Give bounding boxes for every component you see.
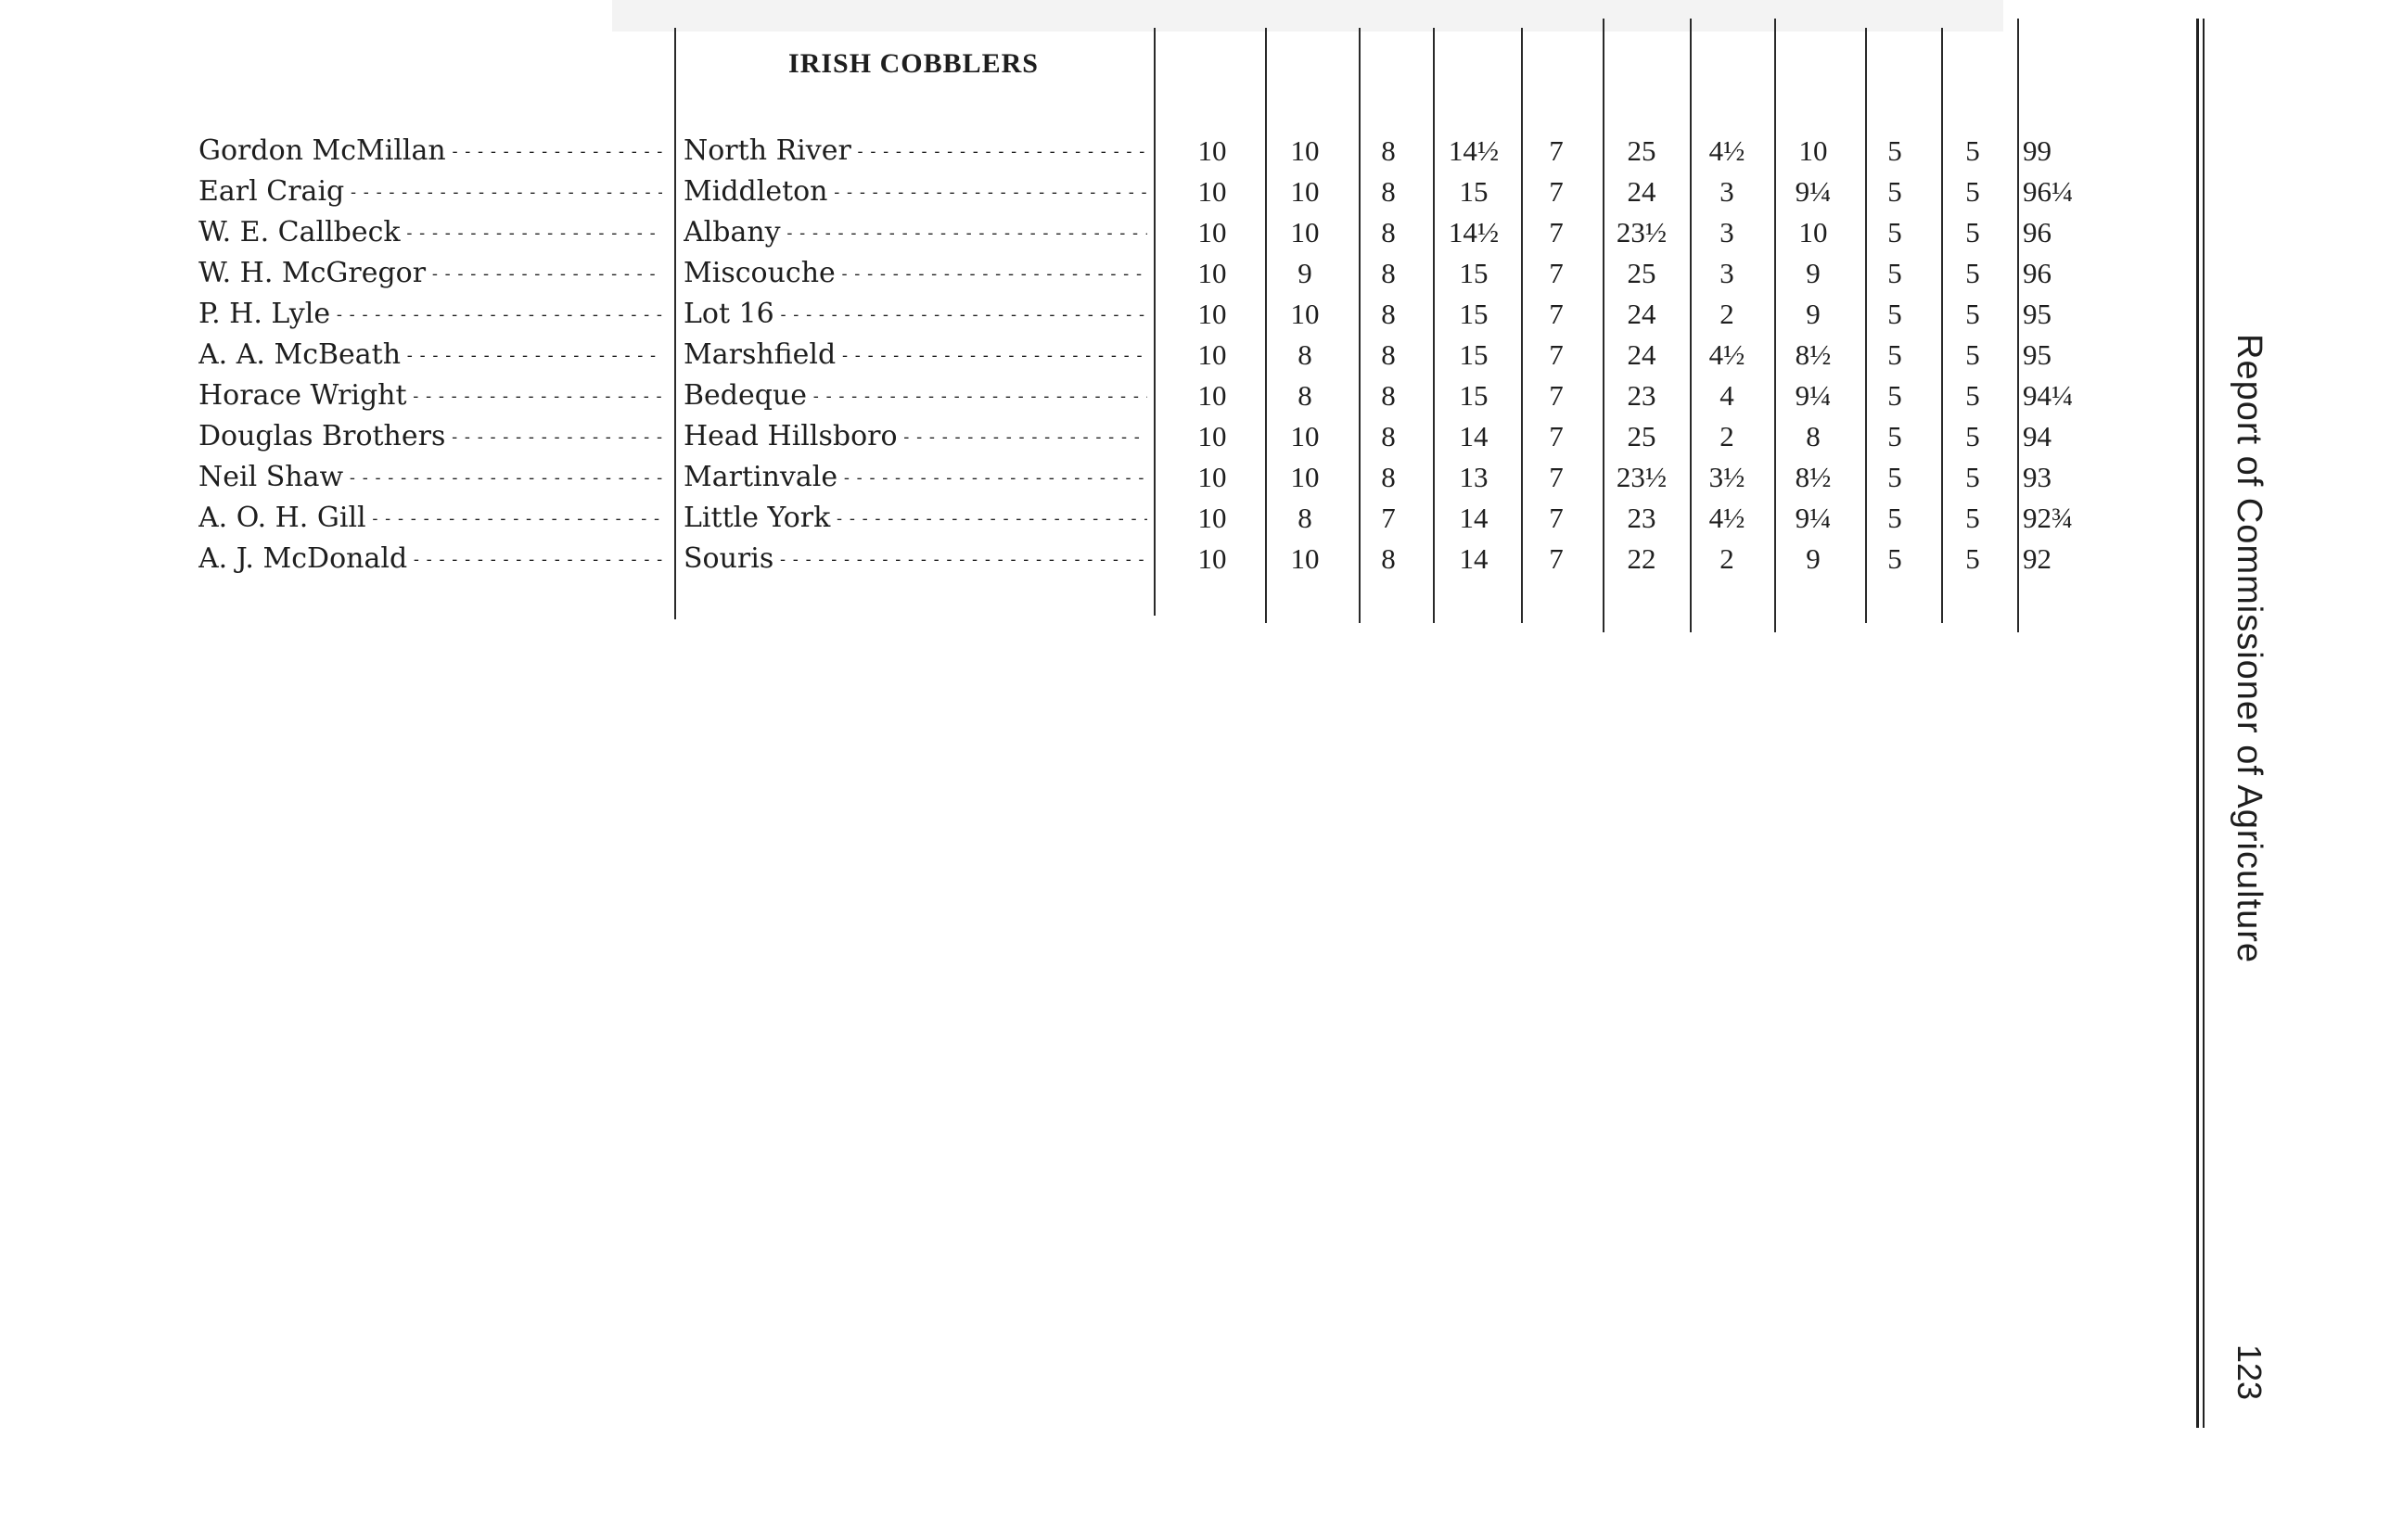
score-cell: 10 [1197, 175, 1227, 208]
score-cell: 7 [1549, 175, 1564, 208]
total-score: 92 [2023, 542, 2051, 575]
score-cell: 10 [1290, 175, 1320, 208]
score-cell: 10 [1197, 298, 1227, 330]
score-cell: 7 [1549, 338, 1564, 371]
grower-name: A. O. H. Gill - - - [198, 500, 662, 538]
score-cell: 5 [1887, 420, 1902, 452]
grower-name: W. H. McGregor - - - [198, 255, 662, 293]
score-cell: 8 [1381, 257, 1396, 289]
score-cell: 7 [1549, 216, 1564, 248]
score-cell: 8½ [1795, 461, 1832, 493]
score-cell: 14 [1459, 420, 1489, 452]
score-cell: 5 [1965, 257, 1980, 289]
score-cell: 23 [1627, 379, 1656, 412]
grower-location: Albany - - - [684, 214, 1147, 252]
grower-location: Miscouche - - - [684, 255, 1147, 293]
total-score: 99 [2023, 134, 2051, 167]
score-cell: 8½ [1795, 338, 1832, 371]
score-cell: 5 [1965, 338, 1980, 371]
score-cell: 4 [1719, 379, 1734, 412]
grower-name: Douglas Brothers - - - [198, 418, 662, 456]
score-cell: 5 [1887, 298, 1902, 330]
margin-rule-thick [2196, 19, 2199, 1428]
score-cell: 7 [1549, 461, 1564, 493]
score-cell: 4½ [1708, 338, 1745, 371]
page-number: 123 [2230, 1343, 2269, 1401]
table-row [0, 377, 2133, 414]
score-cell: 10 [1798, 216, 1828, 248]
score-cell: 14 [1459, 502, 1489, 534]
score-cell: 14½ [1448, 134, 1500, 167]
score-cell: 7 [1549, 502, 1564, 534]
score-cell: 22 [1627, 542, 1656, 575]
score-cell: 5 [1965, 175, 1980, 208]
running-title: Report of Commissioner of Agriculture [2230, 334, 2269, 964]
score-cell: 3 [1719, 175, 1734, 208]
score-cell: 5 [1887, 175, 1902, 208]
score-cell: 5 [1965, 379, 1980, 412]
score-cell: 15 [1459, 175, 1489, 208]
score-cell: 10 [1290, 134, 1320, 167]
score-cell: 4½ [1708, 134, 1745, 167]
score-cell: 5 [1887, 257, 1902, 289]
total-score: 95 [2023, 298, 2051, 330]
table-row [0, 459, 2133, 496]
grower-location: Bedeque - - - [684, 377, 1147, 415]
score-cell: 3 [1719, 257, 1734, 289]
score-cell: 4½ [1708, 502, 1745, 534]
score-cell: 7 [1549, 298, 1564, 330]
grower-location: Marshfield - - - [684, 337, 1147, 375]
score-cell: 10 [1290, 542, 1320, 575]
grower-name: Horace Wright - - - [198, 377, 662, 415]
score-cell: 2 [1719, 298, 1734, 330]
grower-location: Martinvale - - - [684, 459, 1147, 497]
score-cell: 23½ [1616, 216, 1668, 248]
grower-name: P. H. Lyle - - - [198, 296, 662, 334]
score-cell: 23 [1627, 502, 1656, 534]
total-score: 93 [2023, 461, 2051, 493]
score-cell: 24 [1627, 338, 1656, 371]
table-row [0, 541, 2133, 578]
score-cell: 7 [1549, 257, 1564, 289]
grower-location: North River - - - [684, 133, 1147, 171]
score-cell: 8 [1381, 542, 1396, 575]
score-cell: 8 [1381, 175, 1396, 208]
score-cell: 5 [1887, 379, 1902, 412]
table-row [0, 296, 2133, 333]
score-cell: 5 [1887, 134, 1902, 167]
score-cell: 5 [1887, 502, 1902, 534]
score-cell: 14 [1459, 542, 1489, 575]
score-cell: 8 [1297, 502, 1312, 534]
table-row [0, 173, 2133, 210]
table-row [0, 500, 2133, 537]
score-cell: 10 [1290, 298, 1320, 330]
score-cell: 8 [1297, 338, 1312, 371]
grower-location: Middleton - - - [684, 173, 1147, 211]
score-cell: 15 [1459, 379, 1489, 412]
score-cell: 24 [1627, 175, 1656, 208]
grower-location: Souris - - - [684, 541, 1147, 579]
score-cell: 8 [1381, 338, 1396, 371]
score-cell: 5 [1965, 502, 1980, 534]
score-cell: 5 [1887, 461, 1902, 493]
score-cell: 10 [1798, 134, 1828, 167]
score-cell: 5 [1887, 338, 1902, 371]
score-cell: 9 [1297, 257, 1312, 289]
total-score: 92¾ [2023, 502, 2074, 534]
total-score: 96¼ [2023, 175, 2074, 208]
total-score: 94 [2023, 420, 2051, 452]
score-cell: 9 [1806, 257, 1821, 289]
score-cell: 3 [1719, 216, 1734, 248]
grower-name: Neil Shaw - - - [198, 459, 662, 497]
score-cell: 10 [1197, 542, 1227, 575]
score-cell: 25 [1627, 420, 1656, 452]
grower-name: A. J. McDonald - - - [198, 541, 662, 579]
score-cell: 5 [1887, 542, 1902, 575]
score-cell: 5 [1965, 542, 1980, 575]
score-cell: 7 [1549, 379, 1564, 412]
total-score: 95 [2023, 338, 2051, 371]
page-top-shading [612, 0, 2003, 32]
score-cell: 8 [1381, 420, 1396, 452]
score-cell: 8 [1381, 134, 1396, 167]
score-cell: 10 [1197, 257, 1227, 289]
score-cell: 25 [1627, 257, 1656, 289]
score-cell: 10 [1197, 502, 1227, 534]
score-cell: 8 [1381, 216, 1396, 248]
grower-location: Little York - - - [684, 500, 1147, 538]
total-score: 94¼ [2023, 379, 2074, 412]
total-score: 96 [2023, 216, 2051, 248]
score-cell: 9 [1806, 542, 1821, 575]
margin-rule-thin [2203, 19, 2205, 1428]
score-cell: 23½ [1616, 461, 1668, 493]
score-cell: 15 [1459, 338, 1489, 371]
score-cell: 9¼ [1795, 175, 1832, 208]
score-cell: 5 [1965, 134, 1980, 167]
score-cell: 7 [1549, 542, 1564, 575]
score-cell: 2 [1719, 420, 1734, 452]
score-cell: 15 [1459, 298, 1489, 330]
score-cell: 8 [1806, 420, 1821, 452]
score-cell: 10 [1197, 461, 1227, 493]
score-cell: 9 [1806, 298, 1821, 330]
score-cell: 10 [1290, 216, 1320, 248]
table-row [0, 255, 2133, 292]
score-cell: 25 [1627, 134, 1656, 167]
score-cell: 9¼ [1795, 502, 1832, 534]
table-row [0, 214, 2133, 251]
score-cell: 5 [1965, 461, 1980, 493]
grower-name: W. E. Callbeck - - - [198, 214, 662, 252]
score-cell: 8 [1381, 379, 1396, 412]
score-cell: 5 [1965, 298, 1980, 330]
score-cell: 2 [1719, 542, 1734, 575]
score-cell: 10 [1197, 379, 1227, 412]
grower-location: Head Hillsboro - - - [684, 418, 1147, 456]
score-cell: 10 [1197, 420, 1227, 452]
score-cell: 7 [1381, 502, 1396, 534]
score-cell: 13 [1459, 461, 1489, 493]
total-score: 96 [2023, 257, 2051, 289]
score-cell: 5 [1965, 216, 1980, 248]
score-cell: 10 [1290, 420, 1320, 452]
table-heading: IRISH COBBLERS [788, 48, 1039, 79]
score-cell: 9¼ [1795, 379, 1832, 412]
score-cell: 10 [1197, 338, 1227, 371]
score-cell: 8 [1381, 461, 1396, 493]
score-cell: 10 [1290, 461, 1320, 493]
grower-location: Lot 16 - - - [684, 296, 1147, 334]
table-row [0, 133, 2133, 170]
score-cell: 8 [1381, 298, 1396, 330]
score-cell: 7 [1549, 420, 1564, 452]
score-cell: 5 [1965, 420, 1980, 452]
score-cell: 10 [1197, 134, 1227, 167]
score-cell: 24 [1627, 298, 1656, 330]
table-row [0, 418, 2133, 455]
score-cell: 15 [1459, 257, 1489, 289]
score-cell: 10 [1197, 216, 1227, 248]
grower-name: Earl Craig - - - [198, 173, 662, 211]
grower-name: Gordon McMillan - - - [198, 133, 662, 171]
score-cell: 3½ [1708, 461, 1745, 493]
score-cell: 8 [1297, 379, 1312, 412]
score-cell: 14½ [1448, 216, 1500, 248]
score-cell: 7 [1549, 134, 1564, 167]
table-row [0, 337, 2133, 374]
grower-name: A. A. McBeath - - - [198, 337, 662, 375]
score-cell: 5 [1887, 216, 1902, 248]
